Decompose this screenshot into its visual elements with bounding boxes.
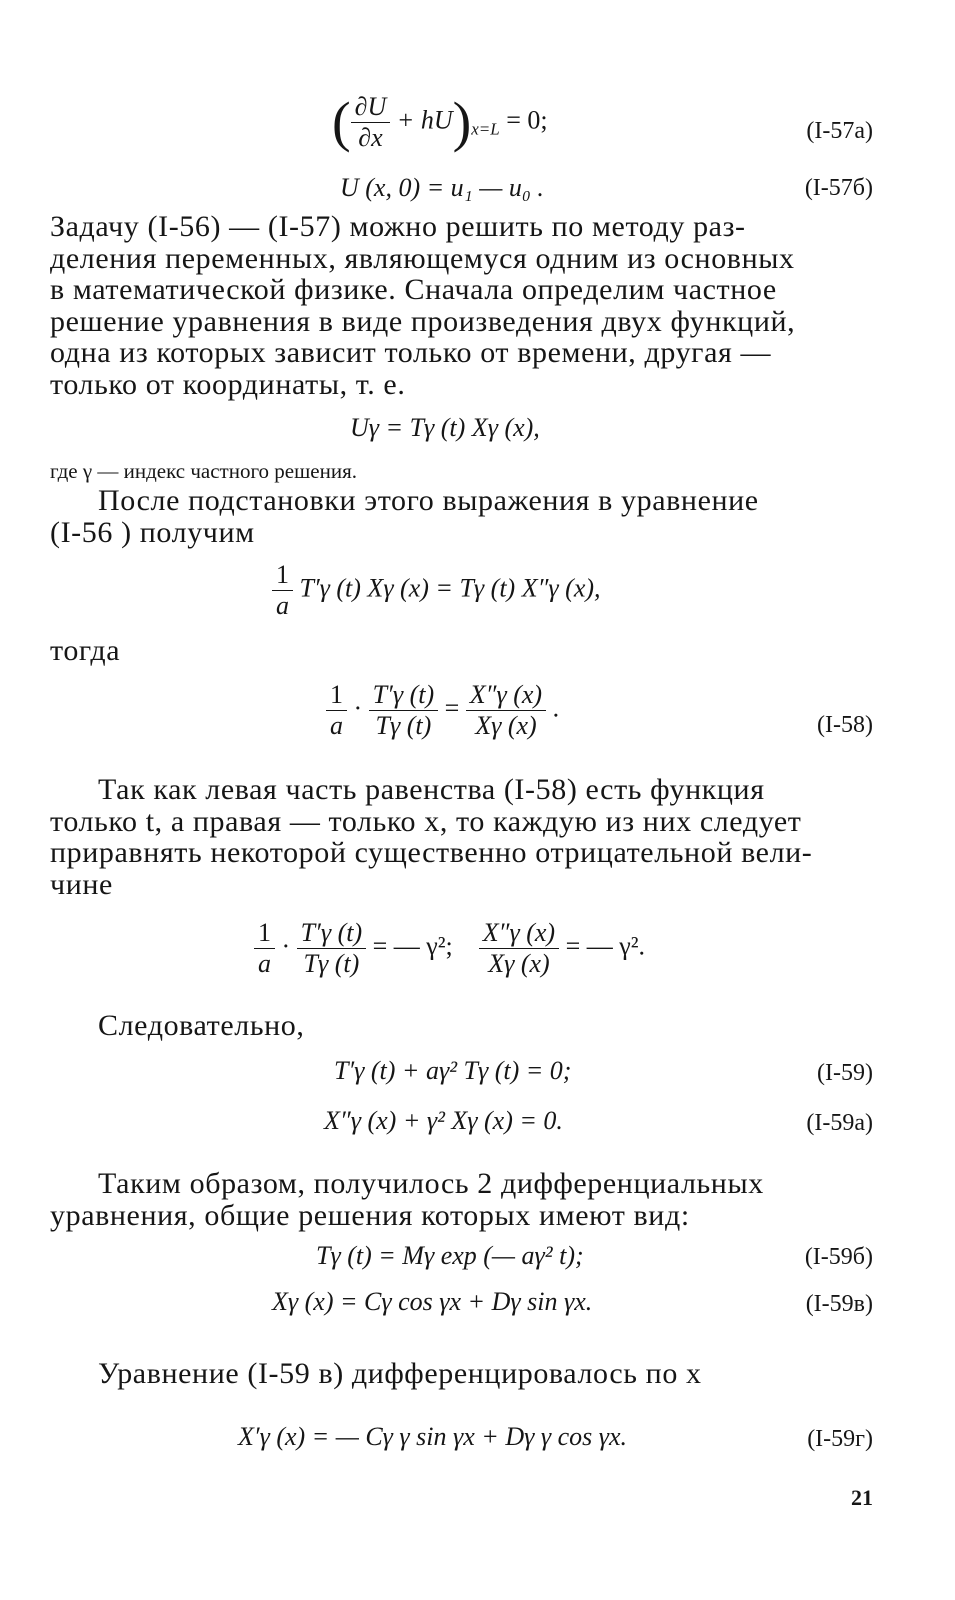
eq58-f3-num: X″γ (x) (466, 680, 546, 711)
eq-sub-frac-num: 1 (272, 560, 293, 591)
eq-const-mid: = — γ²; (372, 931, 453, 961)
equation-tag-59a: (I-59а) (806, 1110, 873, 1136)
equation-59b: Tγ (t) = Mγ exp (— aγ² t); (316, 1241, 584, 1270)
paragraph-index-note: где γ — индекс частного решения. (50, 459, 357, 483)
paragraph-two-equations: Таким образом, получилось 2 дифференциальных уравнения, общие решения которых имеют вид: (50, 1167, 764, 1232)
equation-tag-59b: (I-59б) (804, 1244, 873, 1270)
equation-59a: X″γ (x) + γ² Xγ (x) = 0. (324, 1106, 563, 1135)
eq-const-f2-num: T′γ (t) (297, 918, 366, 949)
paragraph-separation-method: Задачу (I-56) — (I-57) можно решить по методу раз- деления переменных, являющемуся одним из основных в математической физике. Сначала определим частное решение уравнения в виде произведения двух функций, одна из которых зависит только от времени, другая — только от координаты, т. е. (50, 210, 796, 401)
equation-tag-59d: (I-59г) (807, 1426, 873, 1452)
equation-57a: ( $\frac{\partial U}{\partial x}$ + $hU)_{x=L} = 0$; (332, 91, 548, 154)
eq-const-f1-den: a (258, 949, 271, 978)
equation-tag-58: (I-58) (817, 712, 873, 738)
equation-separation-constant: $\frac{1}{a}$ · $\frac{T'\gamma (t)}{T\gamma (t)}$ = — γ²; $\frac{X''\gamma (x)}{X\gamma (x)}$ = — γ². (254, 918, 645, 979)
eq57a-rhs: = 0; (506, 105, 548, 135)
paragraph-therefore: Следовательно, (98, 1009, 305, 1042)
equation-tag-57a: (I-57а) (806, 118, 873, 144)
eq-sub-frac-den: a (276, 591, 289, 620)
equation-59d: X′γ (x) = — Cγ γ sin γx + Dγ γ cos γx. (238, 1422, 628, 1451)
eq-const-f1-num: 1 (254, 918, 275, 949)
eq58-f2-den: Tγ (t) (375, 711, 432, 740)
equation-substituted (272, 560, 601, 621)
eq57a-numerator: ∂U (351, 92, 391, 123)
paragraph-separation-argument: Так как левая часть равенства (I-58) есть функция только t, а правая — только x, то каждую из них следует приравнять некоторой существенно отрицательной вели- чине (50, 773, 813, 901)
paragraph-then: тогда (50, 634, 121, 667)
paragraph-substitution: После подстановки этого выражения в уравнение (I-56 ) получим (50, 484, 759, 549)
equation-tag-59: (I-59) (817, 1060, 873, 1086)
eq58-f1-num: 1 (326, 680, 347, 711)
equation-59: T′γ (t) + aγ² Tγ (t) = 0; (334, 1056, 572, 1085)
eq58-f3-den: Xγ (x) (475, 711, 537, 740)
eq-const-end: = — γ². (565, 931, 646, 961)
eq58-f2-num: T′γ (t) (369, 680, 438, 711)
equation-59c: Xγ (x) = Cγ cos γx + Dγ sin γx. (272, 1287, 593, 1316)
eq-sub-rest: T′γ (t) Xγ (x) = Tγ (t) X″γ (x), (299, 573, 601, 603)
eq57a-denominator: ∂x (358, 123, 383, 152)
eq57a-subscript: x=L (471, 119, 500, 139)
equation-tag-57b: (I-57б) (804, 175, 873, 201)
equation-58: $\frac{1}{a}$ · $\frac{T'\gamma (t)}{T\gamma (t)}$ = $\frac{X''\gamma (x)}{X\gamma (x)}$ . (326, 680, 559, 741)
paragraph-differentiation: Уравнение (I-59 в) дифференцировалось по x (98, 1357, 702, 1390)
eq57a-term: + hU (396, 105, 453, 135)
equation-separation: Uγ = Tγ (t) Xγ (x), (350, 413, 540, 442)
eq-const-f2-den: Tγ (t) (303, 949, 360, 978)
eq-const-f3-den: Xγ (x) (488, 949, 550, 978)
equation-tag-59c: (I-59в) (805, 1291, 873, 1317)
eq58-f1-den: a (330, 711, 343, 740)
equation-57b: U (x, 0) = u₁ — u₀ . (340, 173, 544, 202)
eq-const-f3-num: X″γ (x) (479, 918, 559, 949)
page-number: 21 (851, 1485, 873, 1510)
